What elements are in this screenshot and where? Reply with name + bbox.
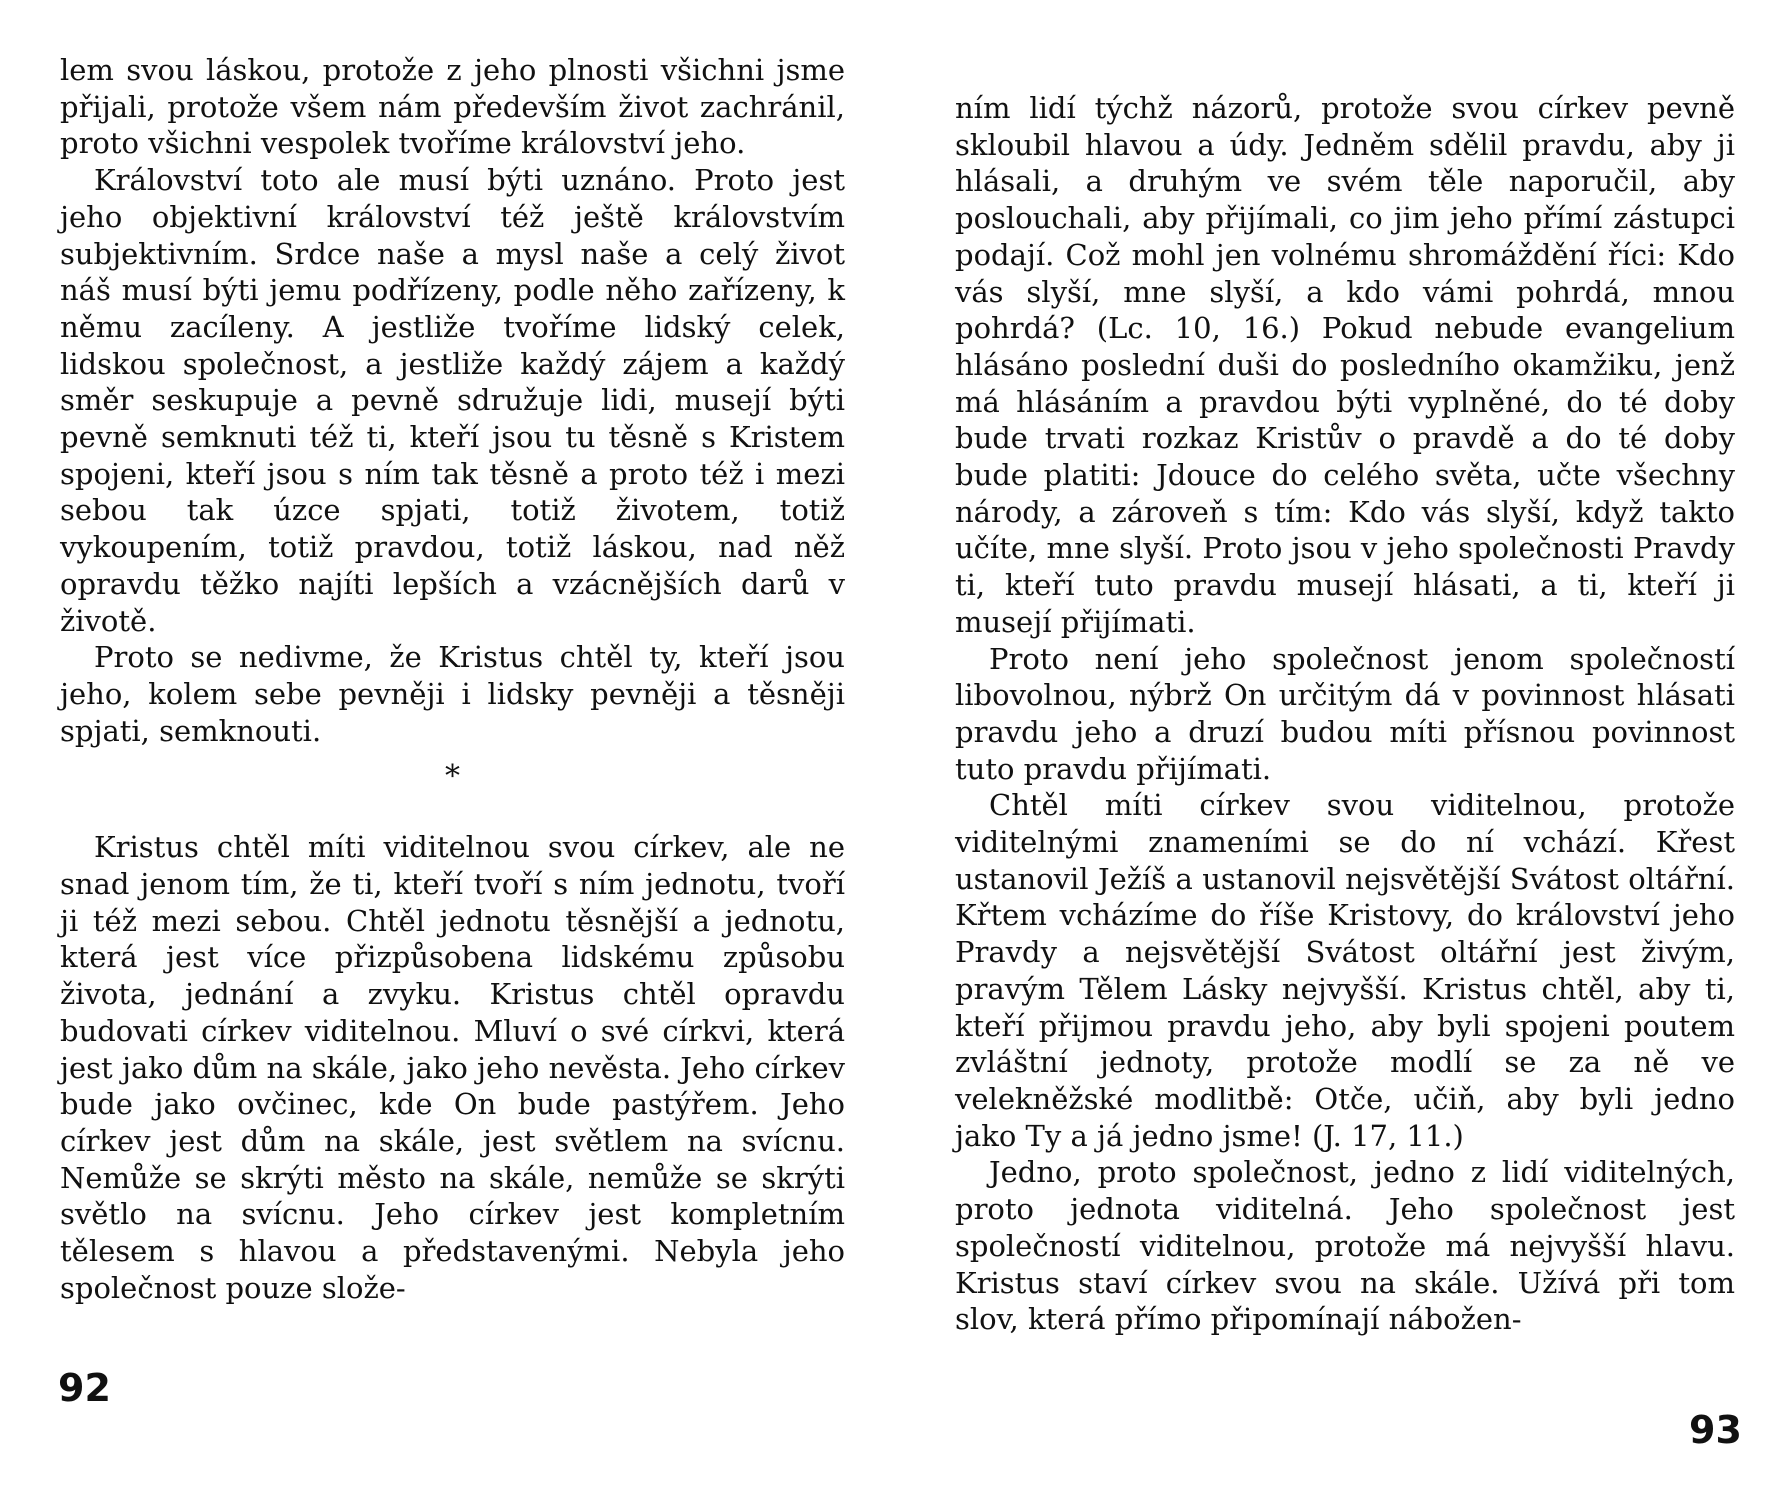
left-text-column [60, 52, 845, 1307]
paragraph: lem svou láskou, protože z jeho plnosti všichni jsme přijali, protože všem nám především život zachránil, proto všichni vespolek tvoříme království jeho. [60, 53, 845, 161]
paragraph: Proto se nedivme, že Kristus chtěl ty, kteří jsou jeho, kolem sebe pevněji i lidsky pevněji a těsněji spjati, semknouti. [60, 640, 845, 748]
paragraph: Království toto ale musí býti uznáno. Proto jest jeho objektivní království též ještě královstvím subjektivním. Srdce naše a mysl naše a celý život náš musí býti jemu podřízeny, podle něho zařízeny, k němu zacíleny. A jestliže tvoříme lidský celek, lidskou společnost, a jestliže každý zájem a každý směr seskupuje a pevně sdružuje lidi, musejí býti pevně semknuti též ti, kteří jsou tu těsně s Kristem spojeni, kteří jsou s ním tak těsně a proto též i mezi sebou tak úzce spjati, totiž životem, totiž vykoupením, totiž pravdou, totiž láskou, nad něž opravdu těžko najíti lepších a vzácnějších darů v životě. [60, 163, 845, 638]
right-text-column [955, 90, 1735, 1338]
page-number: 92 [58, 1366, 111, 1410]
section-divider: * [445, 759, 460, 795]
page-number: 93 [1689, 1408, 1742, 1452]
paragraph: Proto není jeho společnost jenom společností libovolnou, nýbrž On určitým dá v povinnost hlásati pravdu jeho a druzí budou míti přísnou povinnost tuto pravdu přijímati. [955, 641, 1735, 786]
paragraph: ním lidí týchž názorů, protože svou církev pevně skloubil hlavou a údy. Jedněm sdělil pravdu, aby ji hlásali, a druhým ve svém těle naporučil, aby poslouchali, aby přijímali, co jim jeho přímí zástupci podají. Což mohl jen volnému shromáždění říci: Kdo vás slyší, mne slyší, a kdo vámi pohrdá, mnou pohrdá? (Lc. 10, 16.) Pokud nebude evangelium hlásáno poslední duši do posledního okamžiku, jenž má hlásáním a pravdou býti vyplněné, do té doby bude trvati rozkaz Kristův o pravdě a do té doby bude platiti: Jdouce do celého světa, učte všechny národy, a zároveň s tím: Kdo vás slyší, když takto učíte, mne slyší. Proto jsou v jeho společnosti Pravdy ti, kteří tuto pravdu musejí hlásati, a ti, kteří ji musejí přijímati. [955, 91, 1735, 639]
paragraph: Kristus chtěl míti viditelnou svou církev, ale ne snad jenom tím, že ti, kteří tvoří s ním jednotu, tvoří ji též mezi sebou. Chtěl jednotu těsnější a jednotu, která jest více přizpůsobena lidskému způsobu života, jednání a zvyku. Kristus chtěl opravdu budovati církev viditelnou. Mluví o své církvi, která jest jako dům na skále, jako jeho nevěsta. Jeho církev bude jako ovčinec, kde On bude pastýřem. Jeho církev jest dům na skále, jest světlem na svícnu. Nemůže se skrýti město na skále, nemůže se skrýti světlo na svícnu. Jeho církev jest kompletním tělesem s hlavou a představenými. Nebyla jeho společnost pouze slože- [60, 830, 845, 1305]
paragraph: Jedno, proto společnost, jedno z lidí viditelných, proto jednota viditelná. Jeho společnost jest společností viditelnou, protože má nejvyšší hlavu. Kristus staví církev svou na skále. Užívá při tom slov, která přímo připomínají nábožen- [955, 1155, 1735, 1337]
paragraph: Chtěl míti církev svou viditelnou, protože viditelnými znameními se do ní vchází. Křest ustanovil Ježíš a ustanovil nejsvětější Svátost oltářní. Křtem vcházíme do říše Kristovy, do království jeho Pravdy a nejsvětější Svátost oltářní jest živým, pravým Tělem Lásky nejvyšší. Kristus chtěl, aby ti, kteří přijmou pravdu jeho, aby byli spojeni poutem zvláštní jednoty, protože modlí se za ně ve velekněžské modlitbě: Otče, učiň, aby byli jedno jako Ty a já jedno jsme! (J. 17, 11.) [955, 788, 1735, 1153]
right-page [894, 0, 1788, 1500]
